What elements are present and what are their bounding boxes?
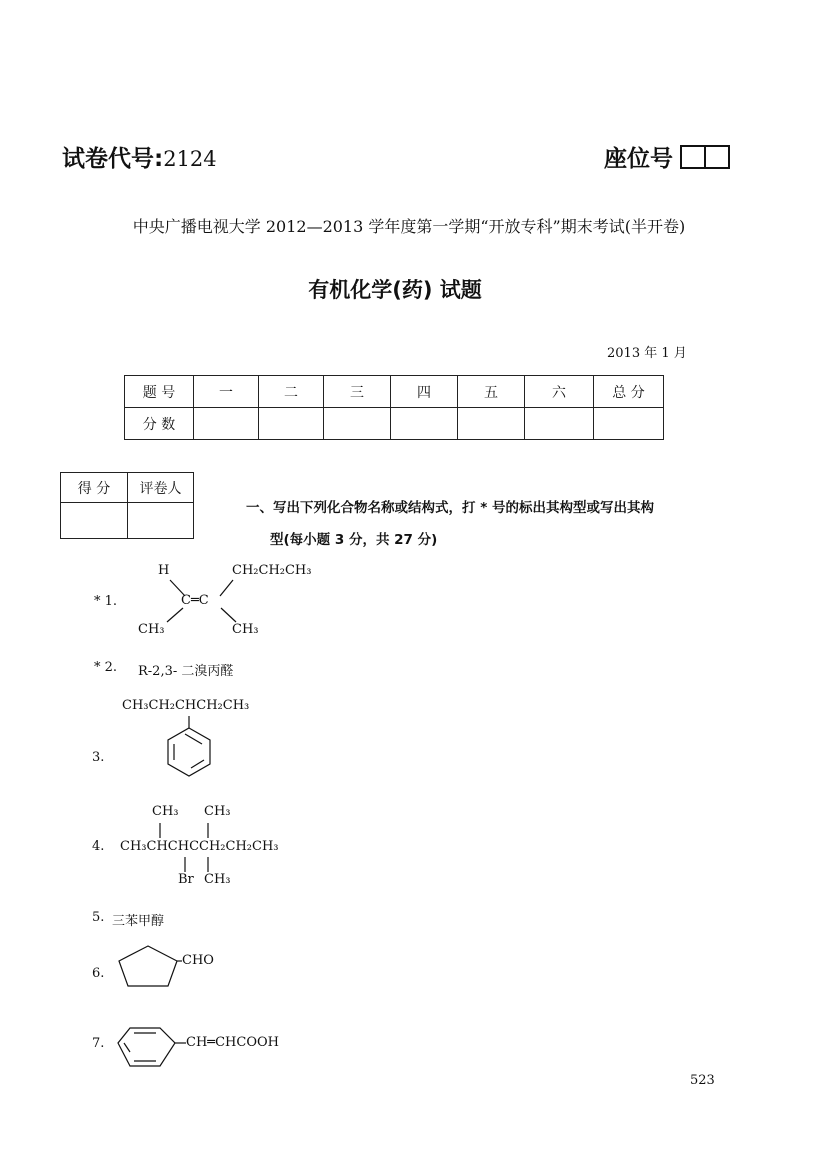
score-cell-total: 总 分 (594, 376, 664, 408)
score-cell-q6: 六 (525, 376, 594, 408)
q7-side-chain: CH═CHCOOH (186, 1035, 279, 1050)
question-5-text: 三苯甲醇 (112, 914, 165, 929)
score-cell-label: 题 号 (125, 376, 194, 408)
grader-name-label: 评卷人 (128, 473, 194, 503)
exam-subject-title: 有机化学(药) 试题 (308, 278, 482, 302)
section-1-title-line1: 一、写出下列化合物名称或结构式，打 * 号的标出其构型或写出其构 (246, 500, 654, 516)
q7-benzene-ring (118, 1028, 186, 1066)
q4-methyl-bottom: CH₃ (204, 872, 231, 887)
question-1-label: * 1. (94, 594, 118, 609)
exam-code-value: 2124 (163, 147, 217, 171)
score-cell-q3: 三 (324, 376, 391, 408)
q1-h-atom: H (158, 563, 170, 578)
q1-bond-methyl-right (221, 608, 236, 622)
q1-bond-propyl (220, 580, 233, 596)
question-2-label: * 2. (94, 660, 118, 675)
q4-methyl-top-1: CH₃ (152, 804, 179, 819)
question-4-label: 4. (92, 839, 105, 854)
grader-score-label: 得 分 (61, 473, 128, 503)
q1-bond-h (170, 580, 185, 596)
exam-header: 中央广播电视大学 2012—2013 学年度第一学期“开放专科”期末考试(半开卷) (132, 217, 686, 236)
score-cell-q5: 五 (458, 376, 525, 408)
question-3-label: 3. (92, 750, 105, 765)
question-7-label: 7. (92, 1036, 105, 1051)
score-cell-q2: 二 (259, 376, 324, 408)
question-2-text: R-2,3- 二溴丙醛 (138, 664, 234, 679)
score-row-label: 分 数 (125, 408, 194, 440)
q1-propyl-group: CH₂CH₂CH₃ (232, 563, 312, 578)
q4-methyl-top-2: CH₃ (204, 804, 231, 819)
section-1-title-line2: 型(每小题 3 分，共 27 分) (270, 532, 438, 548)
q6-cyclopentane-ring (119, 946, 182, 986)
q3-benzene-ring (168, 716, 210, 776)
page-number: 523 (690, 1073, 715, 1088)
score-cell-q1: 一 (194, 376, 259, 408)
seat-number-label: 座位号 (604, 146, 673, 172)
question-6-label: 6. (92, 966, 105, 981)
q1-methyl-right: CH₃ (232, 622, 259, 637)
q1-double-bond: C═C (181, 593, 209, 608)
exam-code-label: 试卷代号: (62, 146, 164, 172)
q6-aldehyde-group: CHO (182, 953, 214, 968)
q3-chain: CH₃CH₂CHCH₂CH₃ (122, 698, 250, 713)
score-cell-q4: 四 (391, 376, 458, 408)
question-5-label: 5. (92, 910, 105, 925)
q4-bromo: Br (178, 872, 194, 887)
q1-bond-methyl-left (167, 608, 183, 622)
q4-chain: CH₃CHCHCCH₂CH₂CH₃ (120, 839, 279, 854)
q1-methyl-left: CH₃ (138, 622, 165, 637)
exam-date: 2013 年 1 月 (607, 346, 687, 361)
